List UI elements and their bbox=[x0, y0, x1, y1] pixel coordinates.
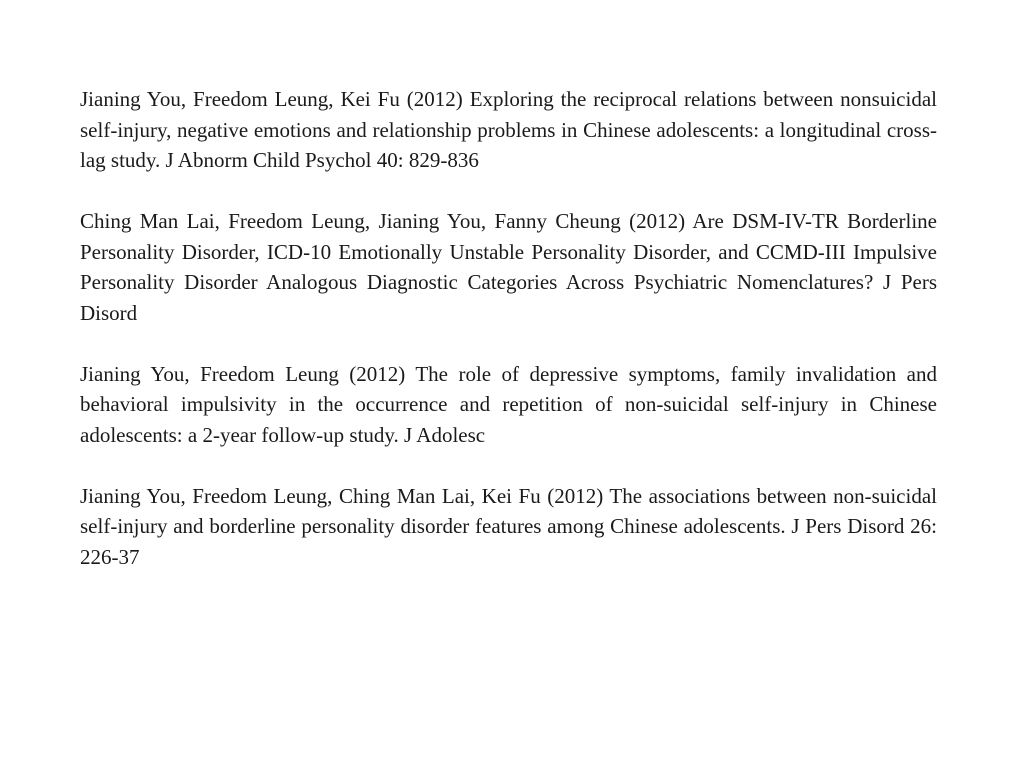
reference-item-2: Ching Man Lai, Freedom Leung, Jianing You, Fanny Cheung (2012) Are DSM-IV-TR Borderline Personality Disorder, ICD-10 Emotionally Unstable Personality Disorder, and CCMD-III Impulsive Personality Disorder Analogous Diagnostic Categories Across Psychiatric Nomenclatures? J Pers Disord bbox=[80, 209, 937, 325]
reference-item-4: Jianing You, Freedom Leung, Ching Man Lai, Kei Fu (2012) The associations between non-suicidal self-injury and borderline personality disorder features among Chinese adolescents. J Pers Disord 26: 226-37 bbox=[80, 483, 937, 569]
reference-item-1: Jianing You, Freedom Leung, Kei Fu (2012) Exploring the reciprocal relations between nonsuicidal self-injury, negative emotions and relationship problems in Chinese adolescents: a longitudinal cross-lag study. J Abnorm Child Psychol 40: 829-836 bbox=[80, 87, 937, 172]
reference-list bbox=[80, 84, 937, 603]
reference-item-3: Jianing You, Freedom Leung (2012) The role of depressive symptoms, family invalidation and behavioral impulsivity in the occurrence and repetition of non-suicidal self-injury in Chinese adolescents: a 2-year follow-up study. J Adolesc bbox=[80, 361, 937, 447]
